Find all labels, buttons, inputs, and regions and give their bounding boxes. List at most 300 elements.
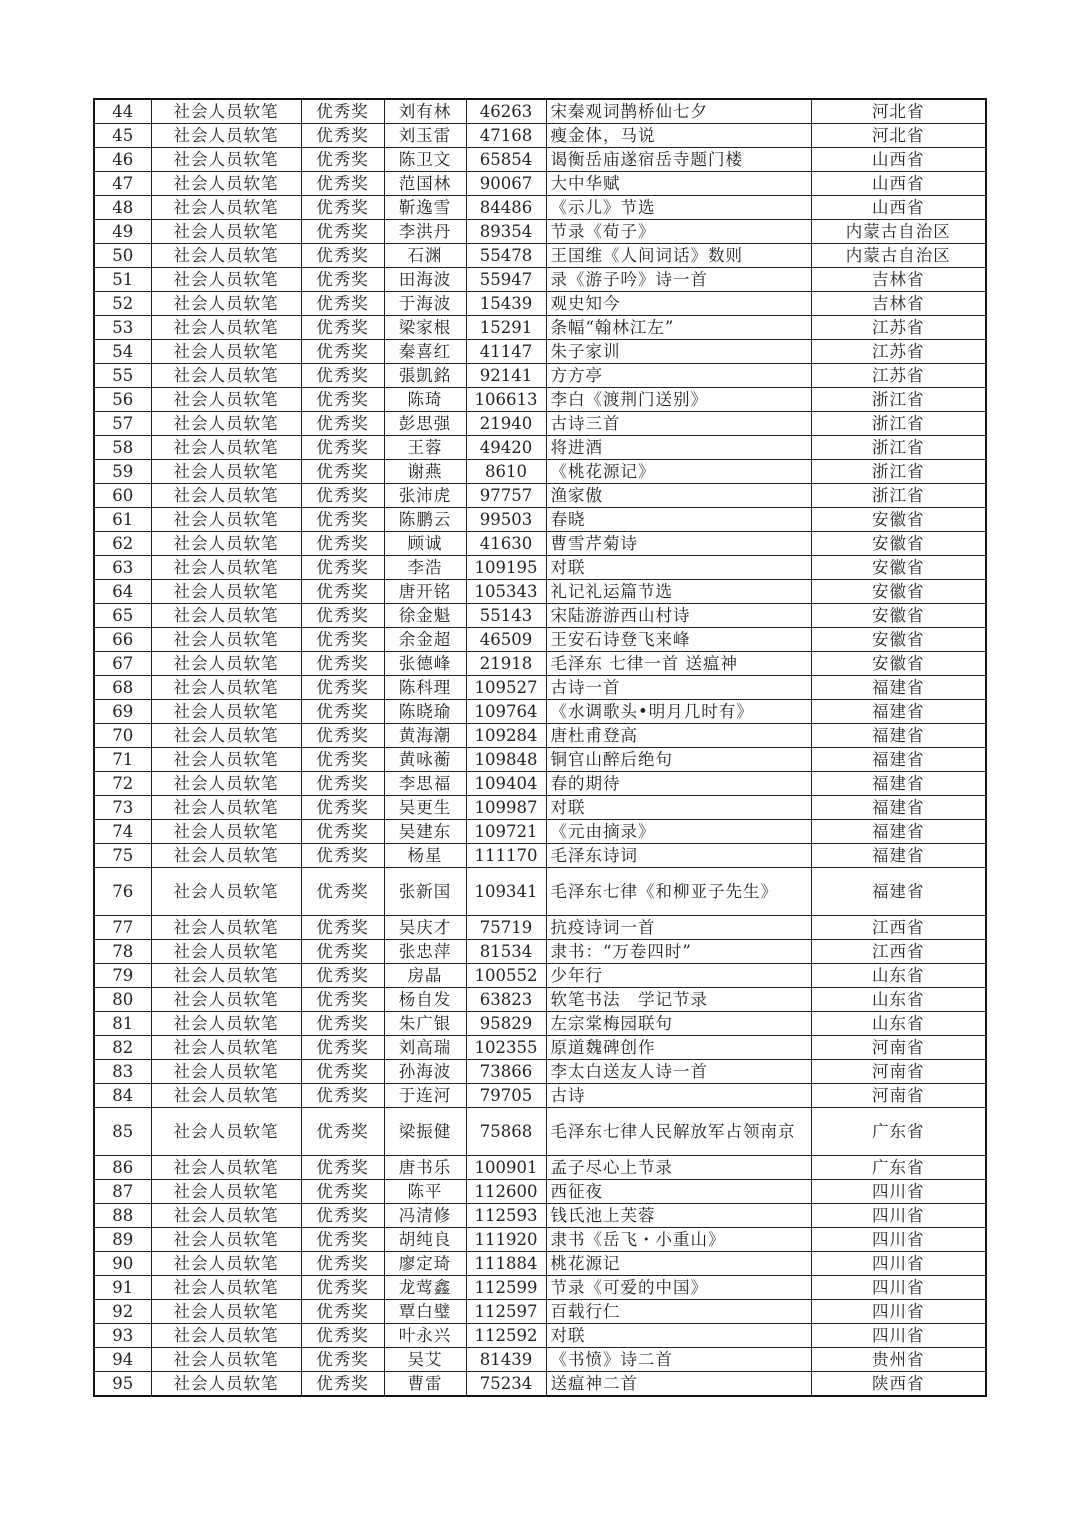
province: 福建省 [811,700,986,724]
work-title: 节录《可爱的中国》 [546,1276,811,1300]
row-number: 66 [94,628,151,652]
work-title: 曹雪芹菊诗 [546,532,811,556]
work-title: 春晓 [546,508,811,532]
award-level: 优秀奖 [301,268,384,292]
work-title: 《示儿》节选 [546,196,811,220]
table-row [94,148,986,172]
table-row [94,868,986,916]
table-row [94,820,986,844]
author-name: 黄咏蘅 [384,748,466,772]
award-level: 优秀奖 [301,1156,384,1180]
author-name: 胡纯良 [384,1228,466,1252]
award-level: 优秀奖 [301,172,384,196]
province: 江西省 [811,940,986,964]
entry-id: 109404 [466,772,546,796]
province: 吉林省 [811,268,986,292]
work-title: 《水调歌头•明月几时有》 [546,700,811,724]
author-name: 吴艾 [384,1348,466,1372]
author-name: 吴更生 [384,796,466,820]
table-row [94,964,986,988]
category: 社会人员软笔 [151,412,301,436]
entry-id: 55947 [466,268,546,292]
entry-id: 105343 [466,580,546,604]
author-name: 黄海潮 [384,724,466,748]
row-number: 69 [94,700,151,724]
work-title: 朱子家训 [546,340,811,364]
award-level: 优秀奖 [301,988,384,1012]
row-number: 77 [94,916,151,940]
author-name: 刘有林 [384,99,466,124]
entry-id: 109341 [466,868,546,916]
province: 广东省 [811,1156,986,1180]
table-row [94,1276,986,1300]
table-row [94,292,986,316]
province: 四川省 [811,1228,986,1252]
category: 社会人员软笔 [151,916,301,940]
province: 广东省 [811,1108,986,1156]
work-title: 毛泽东诗词 [546,844,811,868]
award-level: 优秀奖 [301,844,384,868]
category: 社会人员软笔 [151,292,301,316]
row-number: 71 [94,748,151,772]
category: 社会人员软笔 [151,676,301,700]
category: 社会人员软笔 [151,99,301,124]
award-level: 优秀奖 [301,748,384,772]
province: 浙江省 [811,484,986,508]
province: 福建省 [811,676,986,700]
row-number: 75 [94,844,151,868]
work-title: 渔家傲 [546,484,811,508]
entry-id: 112593 [466,1204,546,1228]
category: 社会人员软笔 [151,340,301,364]
table-row [94,99,986,124]
award-level: 优秀奖 [301,340,384,364]
row-number: 63 [94,556,151,580]
work-title: 少年行 [546,964,811,988]
award-level: 优秀奖 [301,724,384,748]
author-name: 唐书乐 [384,1156,466,1180]
work-title: 王安石诗登飞来峰 [546,628,811,652]
province: 安徽省 [811,508,986,532]
entry-id: 55143 [466,604,546,628]
author-name: 張凱銘 [384,364,466,388]
province: 贵州省 [811,1348,986,1372]
row-number: 53 [94,316,151,340]
row-number: 45 [94,124,151,148]
work-title: 礼记礼运篇节选 [546,580,811,604]
province: 福建省 [811,796,986,820]
entry-id: 79705 [466,1084,546,1108]
award-level: 优秀奖 [301,1252,384,1276]
work-title: 隶书《岳飞・小重山》 [546,1228,811,1252]
row-number: 49 [94,220,151,244]
author-name: 孙海波 [384,1060,466,1084]
category: 社会人员软笔 [151,868,301,916]
entry-id: 109848 [466,748,546,772]
author-name: 彭思强 [384,412,466,436]
entry-id: 81439 [466,1348,546,1372]
row-number: 92 [94,1300,151,1324]
work-title: 李太白送友人诗一首 [546,1060,811,1084]
province: 安徽省 [811,652,986,676]
province: 福建省 [811,868,986,916]
table-row [94,748,986,772]
author-name: 梁家根 [384,316,466,340]
category: 社会人员软笔 [151,820,301,844]
category: 社会人员软笔 [151,796,301,820]
province: 浙江省 [811,436,986,460]
entry-id: 73866 [466,1060,546,1084]
category: 社会人员软笔 [151,124,301,148]
award-level: 优秀奖 [301,460,384,484]
row-number: 51 [94,268,151,292]
author-name: 李思福 [384,772,466,796]
work-title: 毛泽东七律人民解放军占领南京 [546,1108,811,1156]
work-title: 李白《渡荆门送别》 [546,388,811,412]
entry-id: 21940 [466,412,546,436]
row-number: 74 [94,820,151,844]
province: 四川省 [811,1180,986,1204]
author-name: 陈平 [384,1180,466,1204]
author-name: 徐金魁 [384,604,466,628]
work-title: 西征夜 [546,1180,811,1204]
work-title: 隶书：“万卷四时” [546,940,811,964]
award-level: 优秀奖 [301,1036,384,1060]
table-row [94,844,986,868]
award-level: 优秀奖 [301,652,384,676]
work-title: 对联 [546,556,811,580]
row-number: 56 [94,388,151,412]
author-name: 张德峰 [384,652,466,676]
work-title: 王国维《人间词话》数则 [546,244,811,268]
entry-id: 49420 [466,436,546,460]
row-number: 61 [94,508,151,532]
entry-id: 8610 [466,460,546,484]
work-title: 铜官山醉后绝句 [546,748,811,772]
work-title: 毛泽东七律《和柳亚子先生》 [546,868,811,916]
province: 四川省 [811,1324,986,1348]
work-title: 古诗一首 [546,676,811,700]
award-level: 优秀奖 [301,868,384,916]
work-title: 对联 [546,1324,811,1348]
category: 社会人员软笔 [151,556,301,580]
work-title: 录《游子吟》诗一首 [546,268,811,292]
category: 社会人员软笔 [151,1012,301,1036]
author-name: 于海波 [384,292,466,316]
province: 安徽省 [811,628,986,652]
entry-id: 102355 [466,1036,546,1060]
table-row [94,1300,986,1324]
author-name: 田海波 [384,268,466,292]
table-row [94,316,986,340]
author-name: 余金超 [384,628,466,652]
award-level: 优秀奖 [301,1276,384,1300]
table-row [94,628,986,652]
row-number: 78 [94,940,151,964]
entry-id: 106613 [466,388,546,412]
author-name: 张新国 [384,868,466,916]
author-name: 秦喜红 [384,340,466,364]
author-name: 冯清修 [384,1204,466,1228]
province: 福建省 [811,844,986,868]
province: 四川省 [811,1252,986,1276]
category: 社会人员软笔 [151,1228,301,1252]
table-row [94,1348,986,1372]
author-name: 张忠萍 [384,940,466,964]
award-level: 优秀奖 [301,1108,384,1156]
province: 河南省 [811,1084,986,1108]
table-row [94,388,986,412]
work-title: 唐杜甫登高 [546,724,811,748]
province: 福建省 [811,748,986,772]
row-number: 59 [94,460,151,484]
category: 社会人员软笔 [151,508,301,532]
row-number: 57 [94,412,151,436]
entry-id: 111170 [466,844,546,868]
entry-id: 99503 [466,508,546,532]
category: 社会人员软笔 [151,388,301,412]
award-level: 优秀奖 [301,1060,384,1084]
award-level: 优秀奖 [301,316,384,340]
table-row [94,124,986,148]
award-level: 优秀奖 [301,1204,384,1228]
author-name: 张沛虎 [384,484,466,508]
category: 社会人员软笔 [151,748,301,772]
entry-id: 65854 [466,148,546,172]
work-title: 原道魏碑创作 [546,1036,811,1060]
entry-id: 41630 [466,532,546,556]
row-number: 50 [94,244,151,268]
table-row [94,1372,986,1397]
category: 社会人员软笔 [151,964,301,988]
author-name: 吴建东 [384,820,466,844]
author-name: 吴庆才 [384,916,466,940]
province: 江苏省 [811,316,986,340]
category: 社会人员软笔 [151,844,301,868]
work-title: 左宗棠梅园联句 [546,1012,811,1036]
entry-id: 111920 [466,1228,546,1252]
category: 社会人员软笔 [151,1300,301,1324]
table-row [94,1324,986,1348]
row-number: 65 [94,604,151,628]
entry-id: 100552 [466,964,546,988]
entry-id: 84486 [466,196,546,220]
work-title: 《元由摘录》 [546,820,811,844]
category: 社会人员软笔 [151,580,301,604]
table-row [94,772,986,796]
table-row [94,508,986,532]
category: 社会人员软笔 [151,1108,301,1156]
table-row [94,556,986,580]
category: 社会人员软笔 [151,988,301,1012]
table-row [94,1108,986,1156]
award-level: 优秀奖 [301,1084,384,1108]
work-title: 方方亭 [546,364,811,388]
author-name: 陈晓瑜 [384,700,466,724]
province: 安徽省 [811,556,986,580]
award-level: 优秀奖 [301,604,384,628]
entry-id: 95829 [466,1012,546,1036]
row-number: 83 [94,1060,151,1084]
category: 社会人员软笔 [151,1324,301,1348]
category: 社会人员软笔 [151,1036,301,1060]
entry-id: 92141 [466,364,546,388]
category: 社会人员软笔 [151,1204,301,1228]
category: 社会人员软笔 [151,460,301,484]
work-title: 送瘟神二首 [546,1372,811,1397]
province: 安徽省 [811,604,986,628]
award-level: 优秀奖 [301,676,384,700]
work-title: 桃花源记 [546,1252,811,1276]
award-level: 优秀奖 [301,1300,384,1324]
table-row [94,1084,986,1108]
table-row [94,172,986,196]
entry-id: 21918 [466,652,546,676]
province: 四川省 [811,1276,986,1300]
award-level: 优秀奖 [301,292,384,316]
entry-id: 112600 [466,1180,546,1204]
row-number: 91 [94,1276,151,1300]
category: 社会人员软笔 [151,1180,301,1204]
province: 江苏省 [811,340,986,364]
work-title: 宋秦观词鹊桥仙七夕 [546,99,811,124]
category: 社会人员软笔 [151,724,301,748]
row-number: 80 [94,988,151,1012]
row-number: 88 [94,1204,151,1228]
province: 江苏省 [811,364,986,388]
province: 河北省 [811,99,986,124]
award-level: 优秀奖 [301,244,384,268]
author-name: 陈科理 [384,676,466,700]
entry-id: 47168 [466,124,546,148]
province: 安徽省 [811,580,986,604]
entry-id: 109284 [466,724,546,748]
row-number: 54 [94,340,151,364]
author-name: 叶永兴 [384,1324,466,1348]
province: 浙江省 [811,412,986,436]
author-name: 于连河 [384,1084,466,1108]
province: 福建省 [811,772,986,796]
entry-id: 112599 [466,1276,546,1300]
author-name: 陈卫文 [384,148,466,172]
work-title: 百载行仁 [546,1300,811,1324]
category: 社会人员软笔 [151,1156,301,1180]
entry-id: 55478 [466,244,546,268]
table-row [94,1252,986,1276]
entry-id: 112597 [466,1300,546,1324]
work-title: 古诗 [546,1084,811,1108]
province: 浙江省 [811,388,986,412]
table-row [94,604,986,628]
work-title: 孟子尽心上节录 [546,1156,811,1180]
award-level: 优秀奖 [301,556,384,580]
province: 山东省 [811,964,986,988]
author-name: 朱广银 [384,1012,466,1036]
row-number: 62 [94,532,151,556]
table-row [94,724,986,748]
category: 社会人员软笔 [151,1348,301,1372]
entry-id: 75719 [466,916,546,940]
award-level: 优秀奖 [301,508,384,532]
row-number: 81 [94,1012,151,1036]
work-title: 瘦金体，马说 [546,124,811,148]
province: 江西省 [811,916,986,940]
work-title: 《桃花源记》 [546,460,811,484]
table-row [94,1060,986,1084]
category: 社会人员软笔 [151,1252,301,1276]
work-title: 软笔书法 学记节录 [546,988,811,1012]
row-number: 85 [94,1108,151,1156]
category: 社会人员软笔 [151,628,301,652]
award-level: 优秀奖 [301,940,384,964]
author-name: 杨星 [384,844,466,868]
category: 社会人员软笔 [151,148,301,172]
row-number: 87 [94,1180,151,1204]
author-name: 曹雷 [384,1372,466,1397]
row-number: 44 [94,99,151,124]
table-row [94,340,986,364]
award-level: 优秀奖 [301,220,384,244]
row-number: 84 [94,1084,151,1108]
province: 河北省 [811,124,986,148]
entry-id: 41147 [466,340,546,364]
author-name: 王蓉 [384,436,466,460]
author-name: 杨自发 [384,988,466,1012]
award-level: 优秀奖 [301,1324,384,1348]
entry-id: 109195 [466,556,546,580]
author-name: 覃白璧 [384,1300,466,1324]
category: 社会人员软笔 [151,604,301,628]
row-number: 89 [94,1228,151,1252]
province: 吉林省 [811,292,986,316]
author-name: 谢燕 [384,460,466,484]
table-row [94,412,986,436]
work-title: 抗疫诗词一首 [546,916,811,940]
row-number: 93 [94,1324,151,1348]
award-level: 优秀奖 [301,484,384,508]
table-row [94,1204,986,1228]
work-title: 钱氏池上芙蓉 [546,1204,811,1228]
award-level: 优秀奖 [301,124,384,148]
entry-id: 109987 [466,796,546,820]
province: 福建省 [811,724,986,748]
award-level: 优秀奖 [301,820,384,844]
province: 河南省 [811,1036,986,1060]
table-row [94,1012,986,1036]
work-title: 宋陆游游西山村诗 [546,604,811,628]
category: 社会人员软笔 [151,172,301,196]
award-level: 优秀奖 [301,628,384,652]
award-level: 优秀奖 [301,412,384,436]
row-number: 94 [94,1348,151,1372]
province: 山东省 [811,988,986,1012]
award-level: 优秀奖 [301,99,384,124]
category: 社会人员软笔 [151,484,301,508]
row-number: 60 [94,484,151,508]
work-title: 春的期待 [546,772,811,796]
entry-id: 75234 [466,1372,546,1397]
table-row [94,940,986,964]
author-name: 刘高瑞 [384,1036,466,1060]
entry-id: 63823 [466,988,546,1012]
row-number: 52 [94,292,151,316]
table-row [94,268,986,292]
author-name: 石渊 [384,244,466,268]
table-row [94,796,986,820]
entry-id: 46263 [466,99,546,124]
author-name: 靳逸雪 [384,196,466,220]
award-level: 优秀奖 [301,1012,384,1036]
